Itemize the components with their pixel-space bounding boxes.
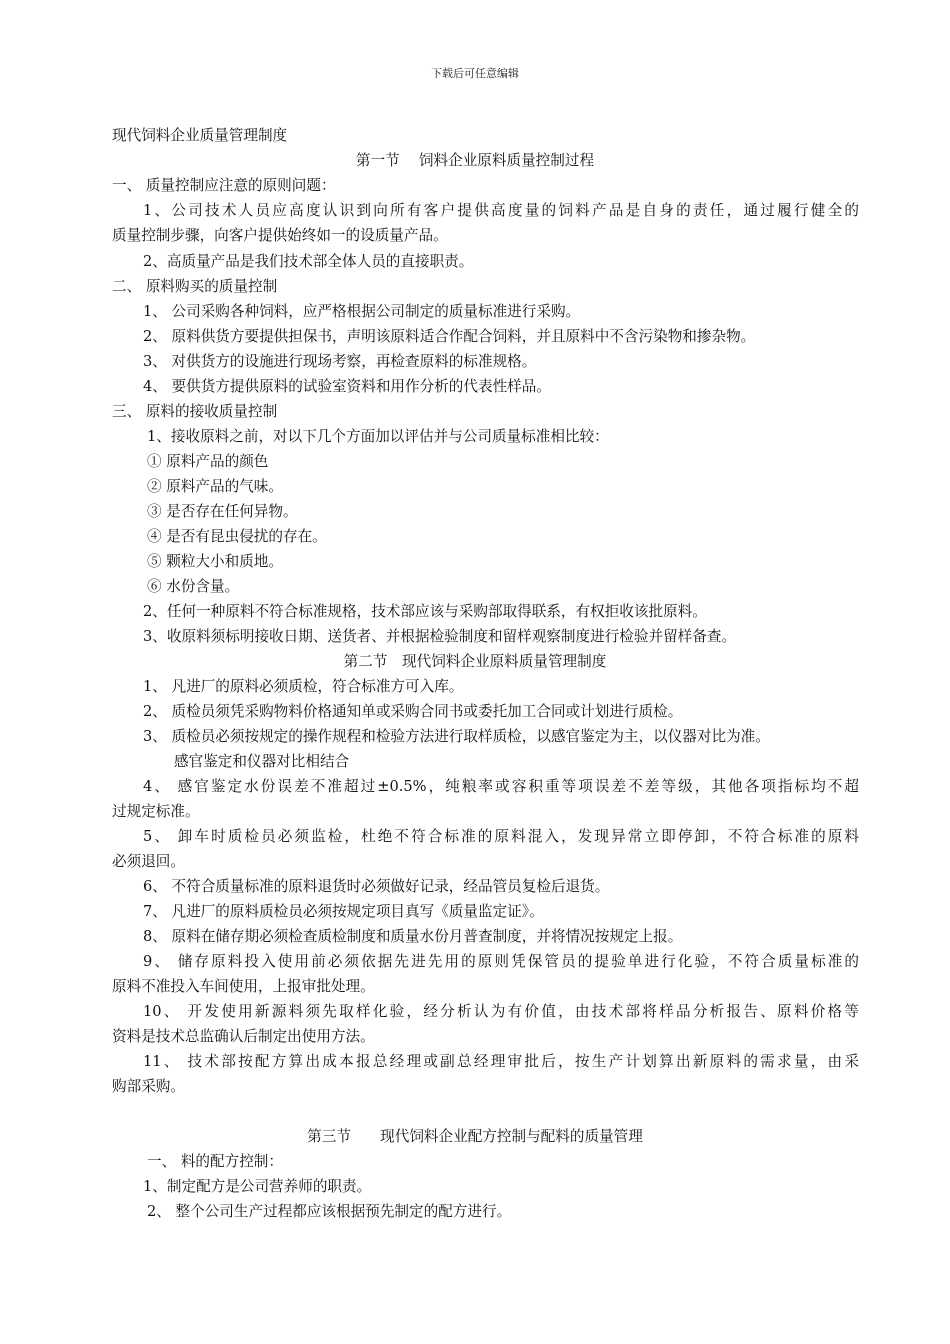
sub-list-item: ⑤ 颗粒大小和质地。 bbox=[147, 553, 283, 570]
list-item: 9、 储存原料投入使用前必须依据先进先用的原则凭保管员的提验单进行化验，不符合质量标准的 bbox=[143, 953, 859, 970]
list-item: 2、任何一种原料不符合标准规格，技术部应该与采购部取得联系，有权拒收该批原料。 bbox=[143, 603, 707, 620]
sub-list-item: ④ 是否有昆虫侵扰的存在。 bbox=[147, 528, 327, 545]
paragraph-line: 质量控制步骤，向客户提供始终如一的设质量产品。 bbox=[112, 227, 448, 244]
list-item: 3、 质检员必须按规定的操作规程和检验方法进行取样质检，以感官鉴定为主，以仪器对比为准。 bbox=[143, 728, 770, 745]
list-item: 1、接收原料之前，对以下几个方面加以评估并与公司质量标准相比较： bbox=[147, 428, 609, 445]
section-2-heading: 第二节 现代饲料企业原料质量管理制度 bbox=[343, 653, 607, 670]
paragraph-line: 1、公司技术人员应高度认识到向所有客户提供高度量的饲料产品是自身的责任，通过履行健全的 bbox=[143, 202, 859, 219]
list-item-continuation: 原料不准投入车间使用，上报审批处理。 bbox=[112, 978, 375, 995]
section-1-heading: 第一节 饲料企业原料质量控制过程 bbox=[355, 152, 595, 169]
list-item: 5、 卸车时质检员必须监检，杜绝不符合标准的原料混入，发现异常立即停卸，不符合标准的原料 bbox=[143, 828, 859, 845]
doc-title: 现代饲料企业质量管理制度 bbox=[112, 127, 288, 144]
list-item-continuation: 感官鉴定和仪器对比相结合 bbox=[174, 753, 350, 770]
list-item: 1、 公司采购各种饲料，应严格根据公司制定的质量标准进行采购。 bbox=[143, 303, 581, 320]
sub-list-item: ② 原料产品的气味。 bbox=[147, 478, 283, 495]
list-item-continuation: 资料是技术总监确认后制定出使用方法。 bbox=[112, 1028, 375, 1045]
list-item-continuation: 必须退回。 bbox=[112, 853, 185, 870]
list-item: 6、 不符合质量标准的原料退货时必须做好记录，经品管员复检后退货。 bbox=[143, 878, 610, 895]
section-3-heading: 第三节 现代饲料企业配方控制与配料的质量管理 bbox=[307, 1128, 643, 1145]
list-item: 4、 要供货方提供原料的试验室资料和用作分析的代表性样品。 bbox=[143, 378, 551, 395]
subheading-1: 一、 质量控制应注意的原则问题： bbox=[112, 177, 336, 194]
list-item: 1、制定配方是公司营养师的职责。 bbox=[143, 1178, 372, 1195]
list-item: 3、 对供货方的设施进行现场考察，再检查原料的标准规格。 bbox=[143, 353, 537, 370]
page-header: 下载后可任意编辑 bbox=[431, 67, 519, 80]
list-item: 8、 原料在储存期必须检查质检制度和质量水份月普查制度，并将情况按规定上报。 bbox=[143, 928, 683, 945]
list-item-continuation: 购部采购。 bbox=[112, 1078, 185, 1095]
list-item: 4、 感官鉴定水份误差不准超过±0.5%，纯粮率或容积重等项误差不差等级，其他各项指标均不超 bbox=[143, 778, 859, 795]
list-item: 10、 开发使用新源料须先取样化验，经分析认为有价值，由技术部将样品分析报告、原料价格等 bbox=[143, 1003, 859, 1020]
subheading-3: 三、 原料的接收质量控制 bbox=[112, 403, 278, 420]
list-item: 2、 质检员须凭采购物料价格通知单或采购合同书或委托加工合同或计划进行质检。 bbox=[143, 703, 683, 720]
list-item: 2、 原料供货方要提供担保书，声明该原料适合作配合饲料，并且原料中不含污染物和掺杂物。 bbox=[143, 328, 756, 345]
sub-list-item: ⑥ 水份含量。 bbox=[147, 578, 240, 595]
subheading-1: 一、 料的配方控制： bbox=[147, 1153, 283, 1170]
paragraph-line: 2、高质量产品是我们技术部全体人员的直接职责。 bbox=[143, 253, 474, 270]
sub-list-item: ① 原料产品的颜色 bbox=[147, 453, 269, 470]
list-item: 7、 凡进厂的原料质检员必须按规定项目真写《质量监定证》。 bbox=[143, 903, 544, 920]
list-item: 11、 技术部按配方算出成本报总经理或副总经理审批后，按生产计划算出新原料的需求量，由采 bbox=[143, 1053, 859, 1070]
list-item: 3、收原料须标明接收日期、送货者、并根据检验制度和留样观察制度进行检验并留样备查。 bbox=[143, 628, 737, 645]
list-item: 2、 整个公司生产过程都应该根据预先制定的配方进行。 bbox=[147, 1203, 512, 1220]
list-item-continuation: 过规定标准。 bbox=[112, 803, 200, 820]
sub-list-item: ③ 是否存在任何异物。 bbox=[147, 503, 298, 520]
list-item: 1、 凡进厂的原料必须质检，符合标准方可入库。 bbox=[143, 678, 464, 695]
subheading-2: 二、 原料购买的质量控制 bbox=[112, 278, 278, 295]
